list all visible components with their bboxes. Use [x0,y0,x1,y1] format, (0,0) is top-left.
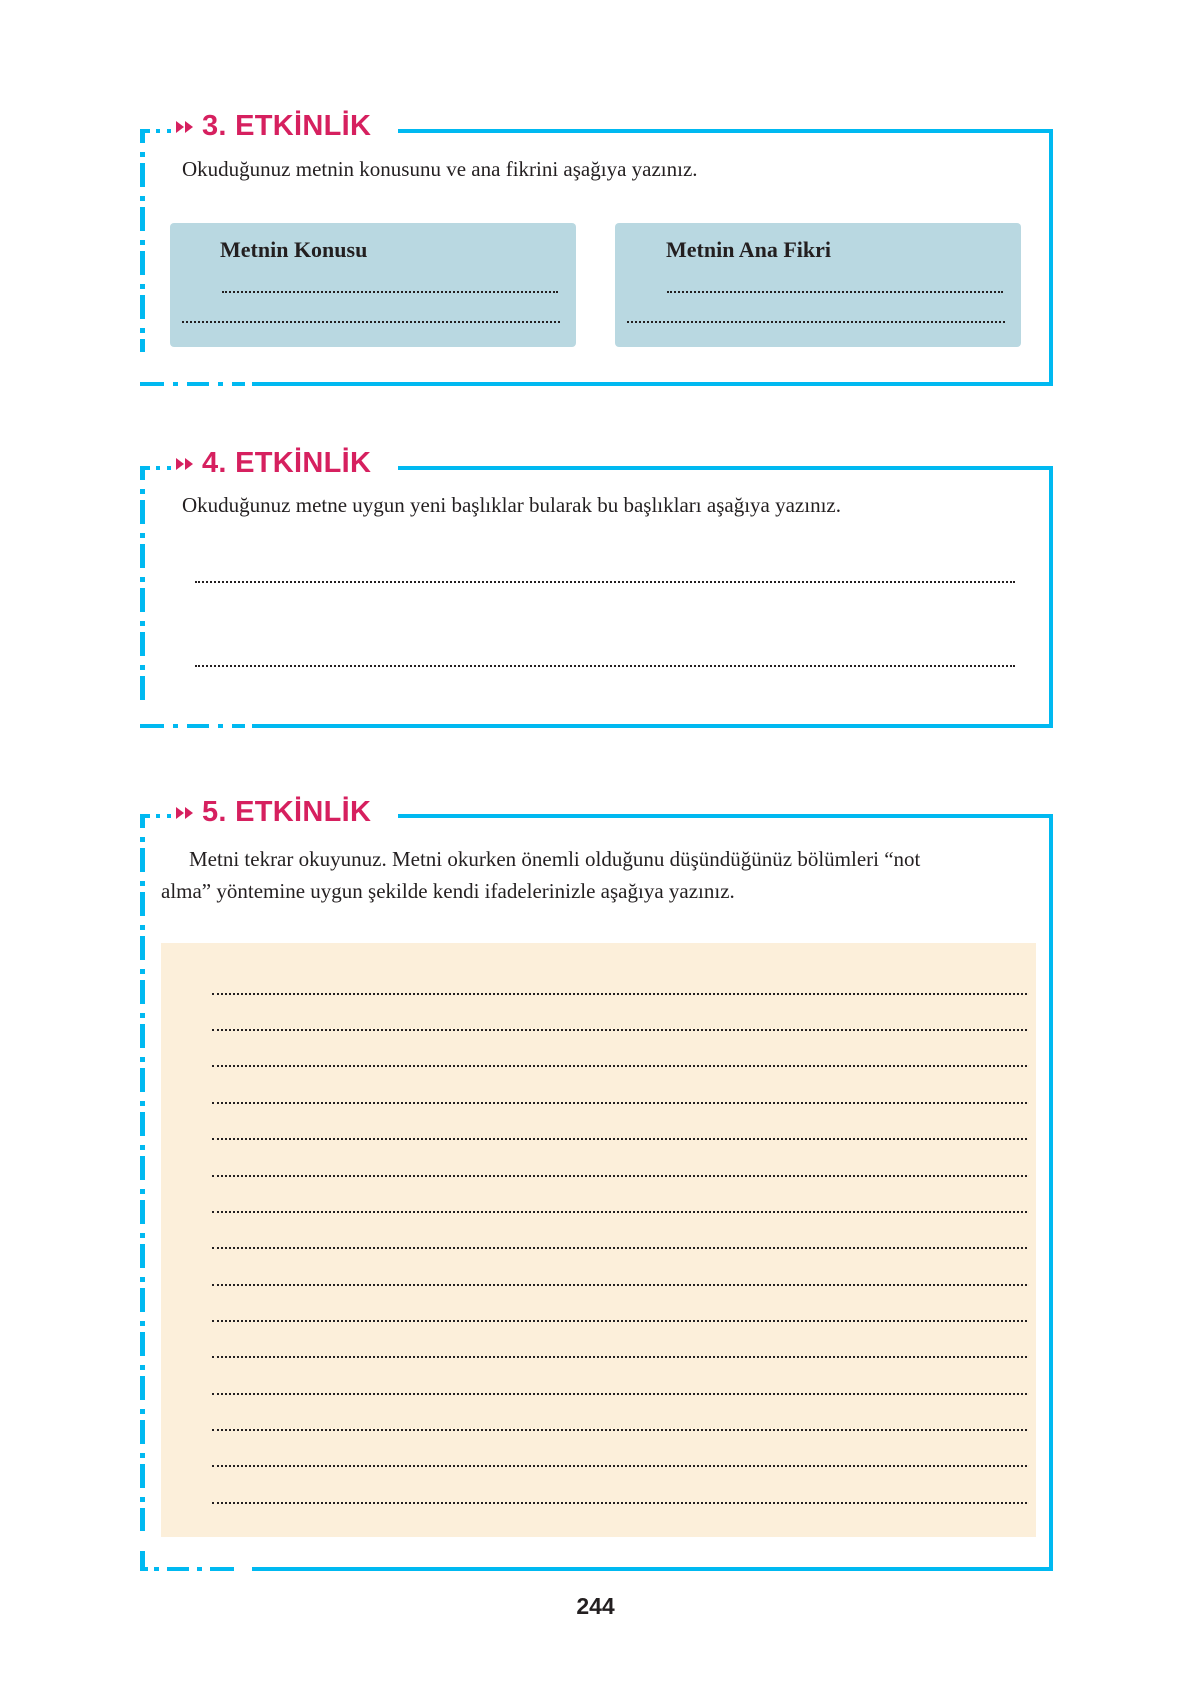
double-arrow-icon [176,121,194,133]
answer-line[interactable] [212,1065,1027,1067]
answer-line[interactable] [212,1284,1027,1286]
main-idea-box [615,223,1021,347]
activity-title-text: 5. ETKİNLİK [202,796,372,828]
double-arrow-icon [176,458,194,470]
instruction-line-2: alma” yöntemine uygun şekilde kendi ifadelerinizle aşağıya yazınız. [161,879,735,903]
frame-bottom-dash [187,724,209,728]
frame-bottom [252,382,1053,386]
frame-bottom-dash [154,1567,159,1571]
frame-left-dashed [140,831,145,1531]
double-arrow-icon [176,807,194,819]
answer-line[interactable] [627,321,1005,323]
frame-bottom [252,1567,1053,1571]
answer-line[interactable] [212,1393,1027,1395]
frame-right [1049,466,1053,728]
answer-line[interactable] [182,321,560,323]
activity-title [176,796,379,829]
frame-left-dashed [140,146,145,352]
frame-bottom-dash [197,1567,202,1571]
frame-bottom-dash [140,724,164,728]
frame-bottom [252,724,1053,728]
answer-line[interactable] [212,1320,1027,1322]
answer-line[interactable] [212,1465,1027,1467]
frame-top [398,129,1053,133]
activity-instruction: Okuduğunuz metnin konusunu ve ana fikrini aşağıya yazınız. [182,157,698,181]
topic-box [170,223,576,347]
instruction-line-1: Metni tekrar okuyunuz. Metni okurken önemli olduğunu düşündüğünüz bölümleri “not [189,847,921,871]
answer-line[interactable] [212,1029,1027,1031]
answer-line[interactable] [212,1211,1027,1213]
frame-dot [156,814,160,818]
activity-instruction [161,843,1041,907]
frame-bottom-dash [218,382,223,386]
frame-bottom-dash [173,382,178,386]
answer-line[interactable] [212,1247,1027,1249]
frame-bottom-dash [140,1567,148,1571]
activity-instruction: Okuduğunuz metne uygun yeni başlıklar bularak bu başlıkları aşağıya yazınız. [182,493,841,517]
answer-line[interactable] [212,993,1027,995]
activity-title-text: 4. ETKİNLİK [202,447,372,479]
frame-dot [167,814,171,818]
frame-bottom-dash [232,382,245,386]
frame-corner [140,466,150,480]
page-number: 244 [576,1593,615,1619]
frame-bottom-dash [232,724,245,728]
frame-dot [167,129,171,133]
activity-5 [140,796,1053,1571]
activity-title [176,447,379,480]
answer-line[interactable] [212,1138,1027,1140]
answer-line[interactable] [212,1502,1027,1504]
answer-line[interactable] [222,291,558,293]
frame-bottom-dash [210,1567,234,1571]
main-idea-heading: Metnin Ana Fikri [666,237,832,262]
frame-top [398,814,1053,818]
activity-3 [140,110,1053,386]
activity-4 [140,447,1053,728]
answer-line[interactable] [212,1356,1027,1358]
frame-bottom-dash [187,382,209,386]
frame-right [1049,814,1053,1571]
frame-right [1049,129,1053,386]
frame-bottom-dash [167,1567,189,1571]
frame-bottom-dash [140,382,164,386]
answer-line[interactable] [195,665,1015,667]
notes-area [161,943,1036,1537]
frame-dot [156,466,160,470]
frame-top [398,466,1053,470]
answer-line[interactable] [212,1102,1027,1104]
answer-line[interactable] [667,291,1003,293]
frame-bottom-dash [218,724,223,728]
topic-heading: Metnin Konusu [220,237,368,262]
frame-corner [140,129,150,143]
answer-line[interactable] [195,581,1015,583]
frame-dot [156,129,160,133]
frame-bottom-dash [173,724,178,728]
frame-left-dashed [140,483,145,701]
activity-title [176,110,379,143]
answer-line[interactable] [212,1175,1027,1177]
activity-title-text: 3. ETKİNLİK [202,110,372,142]
frame-corner [140,814,150,828]
answer-line[interactable] [212,1429,1027,1431]
frame-dot [167,466,171,470]
